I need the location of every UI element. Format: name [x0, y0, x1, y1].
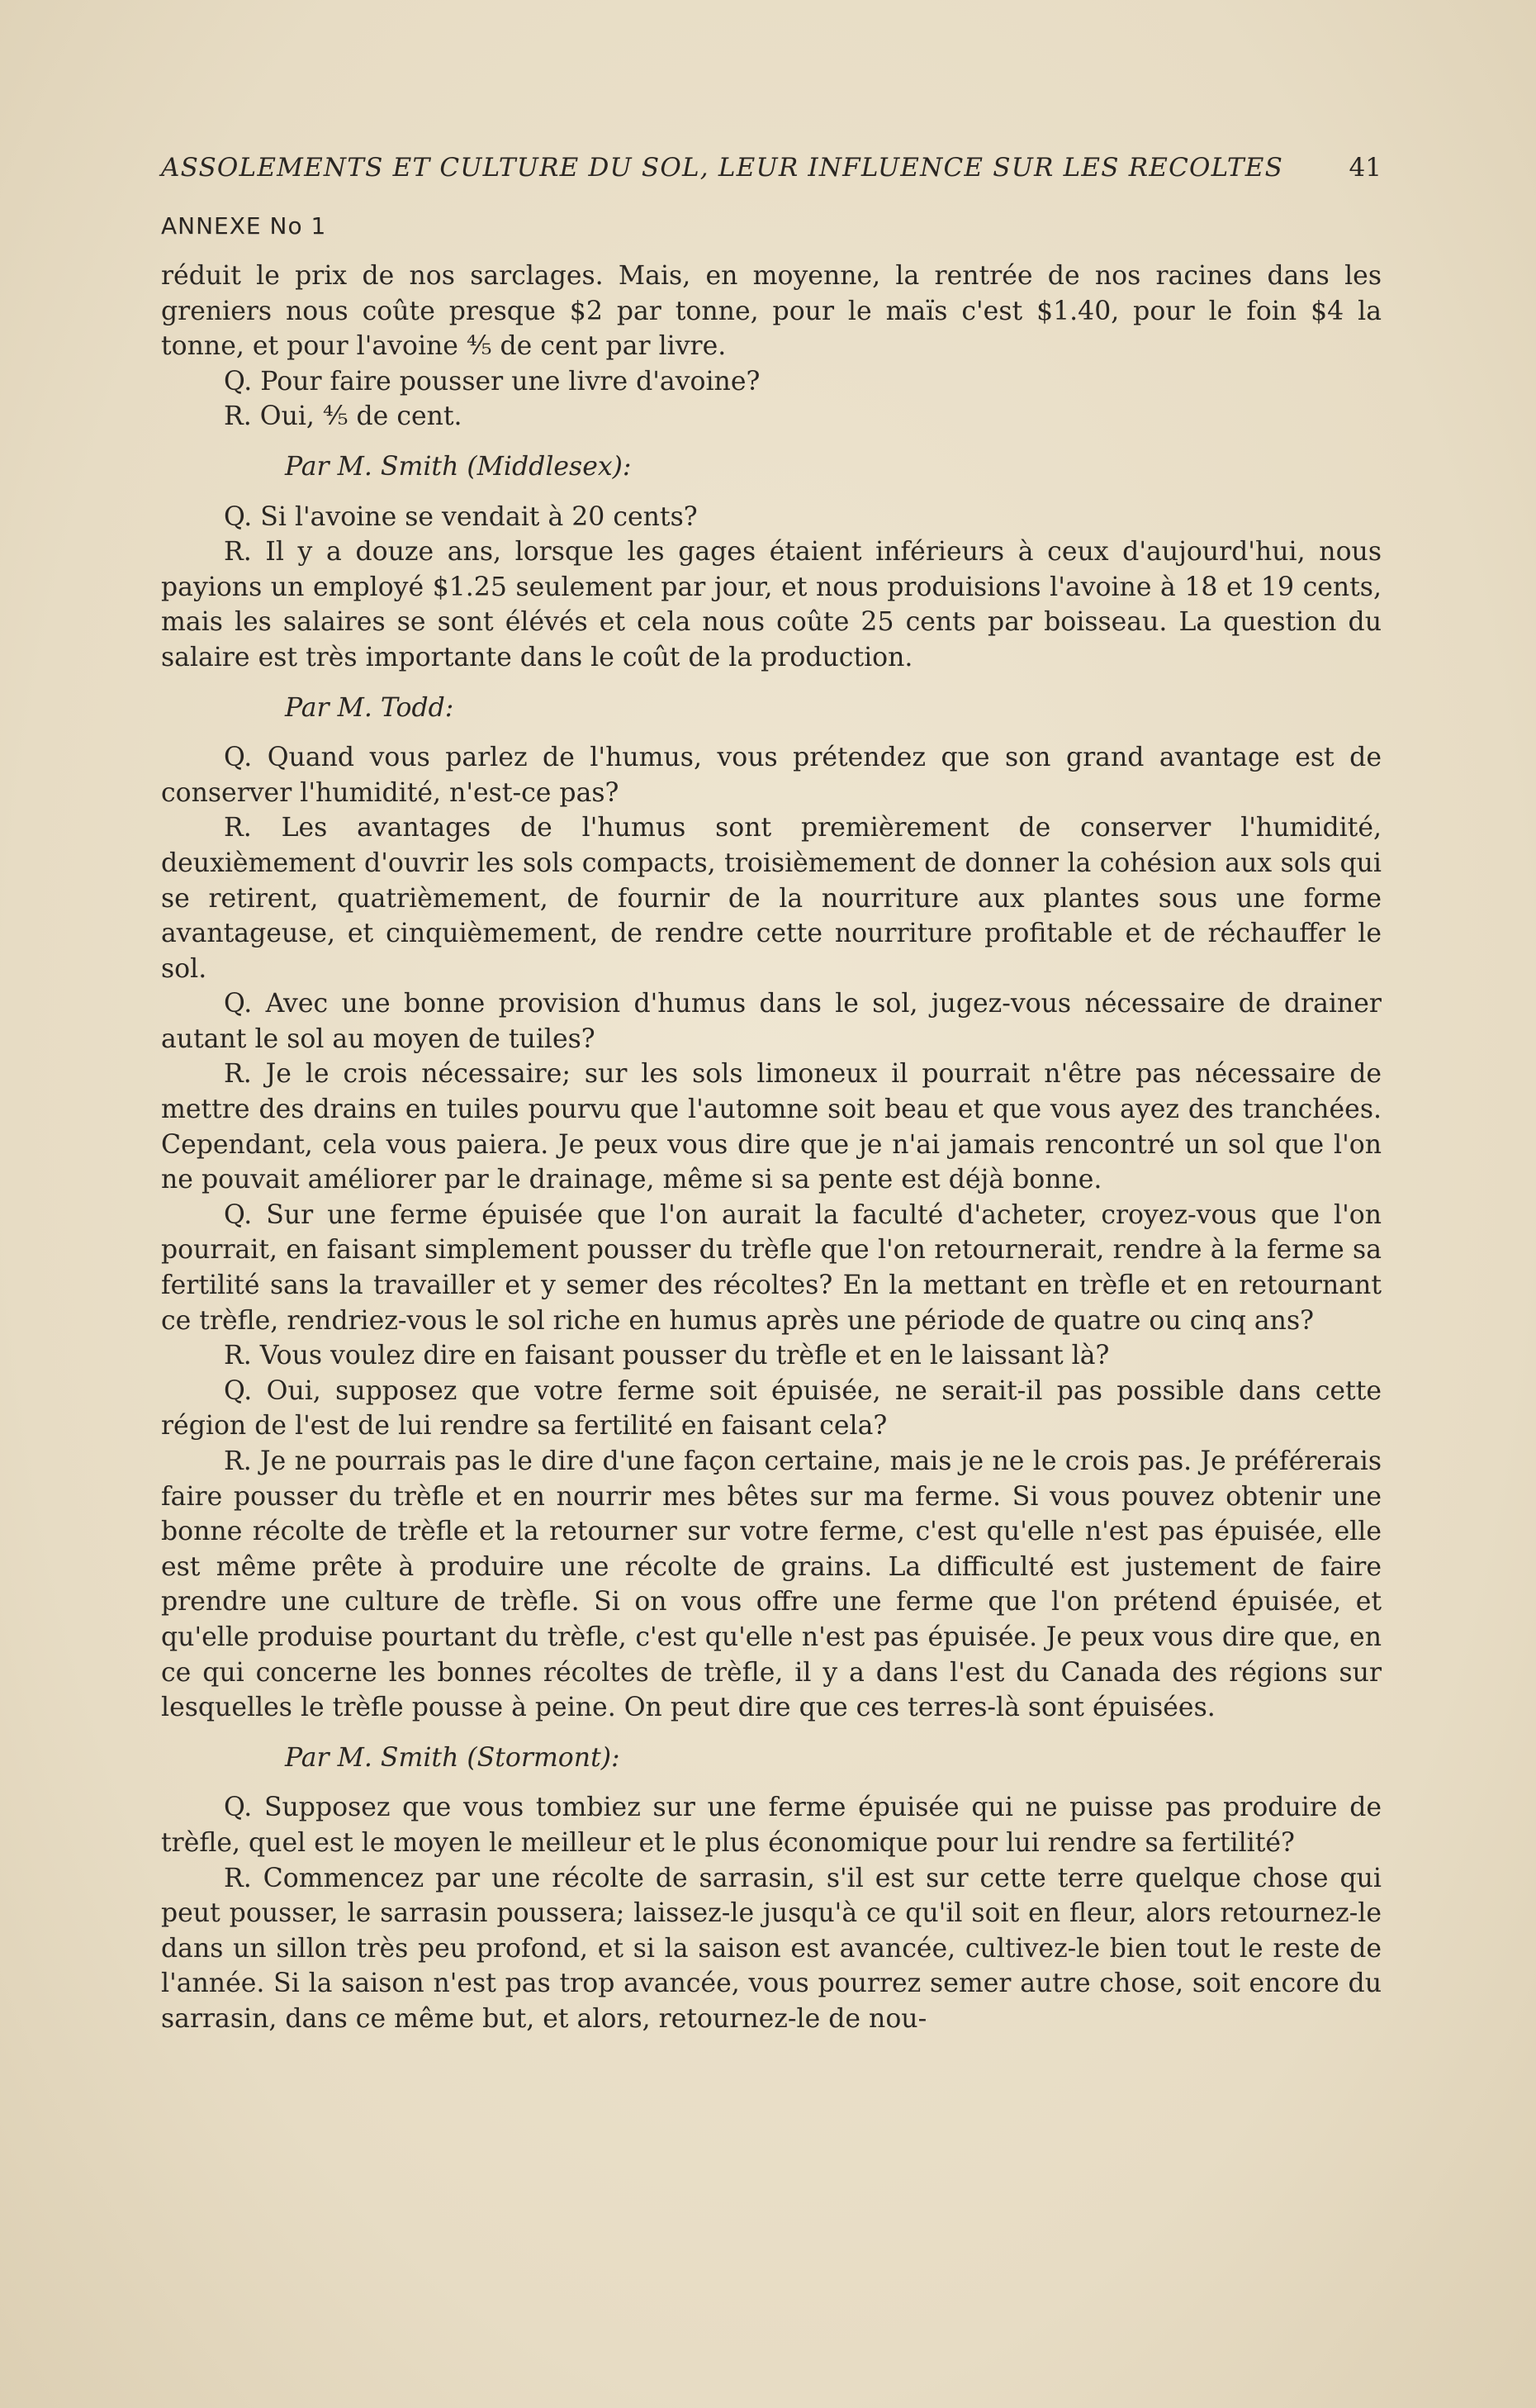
document-page [161, 153, 1382, 2037]
annex-label: ANNEXE No 1 [161, 212, 327, 240]
speaker-heading: Par M. Todd: [285, 692, 454, 723]
page-number: 41 [1349, 153, 1382, 183]
answer: R. Je ne pourrais pas le dire d'une façon certaine, mais je ne le crois pas. Je préférerais faire pousser du trèfle et en nourrir mes bêtes sur ma ferme. Si vous pouvez obtenir une bonne récolte de trèfle et la retourner sur votre ferme, c'est qu'elle n'est pas épuisée, elle est même prête à produire une récolte de grains. La difficulté est justement de faire prendre une culture de trèfle. Si on vous offre une ferme que l'on prétend épuisée, et qu'elle produise pourtant du trèfle, c'est qu'elle n'est pas épuisée. Je peux vous dire que, en ce qui concerne les bonnes récoltes de trèfle, il y a dans l'est du Canada des régions sur lesquelles le trèfle pousse à peine. On peut dire que ces terres-là sont épuisées. [161, 1446, 1382, 1723]
question: Q. Si l'avoine se vendait à 20 cents? [224, 501, 698, 532]
speaker-heading: Par M. Smith (Stormont): [285, 1742, 620, 1773]
paragraph: réduit le prix de nos sarclages. Mais, en moyenne, la rentrée de nos racines dans les greniers nous coûte presque $2 par tonne, pour le maïs c'est $1.40, pour le foin $4 la tonne, et pour l'avoine ⅘ de cent par livre. [161, 261, 1382, 362]
answer: R. Commencez par une récolte de sarrasin, s'il est sur cette terre quelque chose qui peut pousser, le sarrasin poussera; laissez-le jusqu'à ce qu'il soit en fleur, alors retournez-le dans un sillon très peu profond, et si la saison est avancée, cultivez-le bien tout le reste de l'année. Si la saison n'est pas trop avancée, vous pourrez semer autre chose, soit encore du sarrasin, dans ce même but, et alors, retournez-le de nou- [161, 1863, 1382, 2034]
body-text [161, 259, 1382, 2037]
speaker-heading: Par M. Smith (Middlesex): [285, 451, 632, 482]
answer: R. Il y a douze ans, lorsque les gages étaient inférieurs à ceux d'aujourd'hui, nous payions un employé $1.25 seulement par jour, et nous produisions l'avoine à 18 et 19 cents, mais les salaires se sont élévés et cela nous coûte 25 cents par boisseau. La question du salaire est très importante dans le coût de la production. [161, 537, 1382, 672]
answer: R. Vous voulez dire en faisant pousser du trèfle et en le laissant là? [224, 1341, 1110, 1371]
question: Q. Quand vous parlez de l'humus, vous prétendez que son grand avantage est de conserver l'humidité, n'est-ce pas? [161, 743, 1382, 808]
answer: R. Je le crois nécessaire; sur les sols limoneux il pourrait n'être pas nécessaire de mettre des drains en tuiles pourvu que l'automne soit beau et que vous ayez des tranchées. Cependant, cela vous paiera. Je peux vous dire que je n'ai jamais rencontré un sol que l'on ne pouvait améliorer par le drainage, même si sa pente est déjà bonne. [161, 1059, 1382, 1195]
question: Q. Oui, supposez que votre ferme soit épuisée, ne serait-il pas possible dans cette région de l'est de lui rendre sa fertilité en faisant cela? [161, 1375, 1382, 1441]
running-title: ASSOLEMENTS ET CULTURE DU SOL, LEUR INFLUENCE SUR LES RECOLTES [161, 153, 1284, 183]
answer: R. Les avantages de l'humus sont premièrement de conserver l'humidité, deuxièmement d'ouvrir les sols compacts, troisièmement de donner la cohésion aux sols qui se retirent, quatrièmement, de fournir de la nourriture aux plantes sous une forme avantageuse, et cinquièmement, de rendre cette nourriture profitable et de réchauffer le sol. [161, 813, 1382, 984]
question: Q. Sur une ferme épuisée que l'on aurait la faculté d'acheter, croyez-vous que l'on pourrait, en faisant simplement pousser du trèfle que l'on retournerait, rendre à la ferme sa fertilité sans la travailler et y semer des récoltes? En la mettant en trèfle et en retournant ce trèfle, rendriez-vous le sol riche en humus après une période de quatre ou cinq ans? [161, 1199, 1382, 1336]
answer: R. Oui, ⅘ de cent. [224, 401, 462, 432]
running-head [161, 153, 1382, 194]
question: Q. Avec une bonne provision d'humus dans le sol, jugez-vous nécessaire de drainer autant le sol au moyen de tuiles? [161, 989, 1382, 1054]
question: Q. Pour faire pousser une livre d'avoine? [224, 366, 761, 397]
question: Q. Supposez que vous tombiez sur une ferme épuisée qui ne puisse pas produire de trèfle, quel est le moyen le meilleur et le plus économique pour lui rendre sa fertilité? [161, 1793, 1382, 1858]
